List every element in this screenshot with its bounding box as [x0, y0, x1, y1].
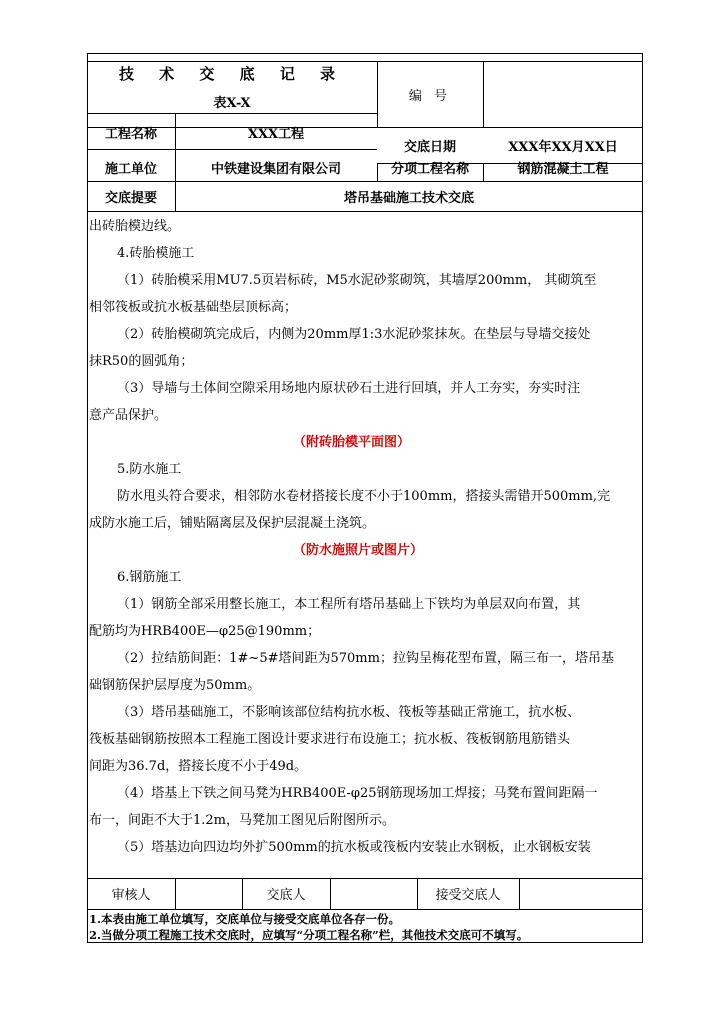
section-heading: 4.砖胎模施工	[117, 246, 195, 261]
number-label: 编 号	[408, 88, 452, 104]
content-line: 间距为36.7d，搭接长度不小于49d。	[89, 759, 308, 774]
project-name-value: XXX工程	[247, 126, 305, 142]
row-line-4	[87, 211, 643, 212]
content-line: （3）导墙与土体间空隙采用场地内原状砂石土进行回填，并人工夯实，夯实时注	[117, 381, 581, 396]
row-line-2a	[87, 149, 377, 150]
content-line: 础钢筋保护层厚度为50mm。	[89, 678, 261, 693]
unit-value: 中铁建设集团有限公司	[210, 161, 341, 177]
col-line-3	[483, 163, 484, 181]
header-divider-2	[483, 61, 484, 127]
summary-value: 塔吊基础施工技术交底	[343, 190, 474, 206]
col-line-2	[377, 163, 378, 181]
disclosure-record-form	[87, 53, 643, 943]
reviewer-label: 审核人	[111, 888, 151, 903]
figure-caption: （附砖胎模平面图）	[293, 435, 411, 450]
note-1: 1.本表由施工单位填写，交底单位与接受交底单位各存一份。	[89, 912, 401, 926]
receiver-label: 接受交底人	[435, 888, 501, 903]
form-title: 技 术 交 底 记 录	[118, 64, 346, 83]
content-line: 意产品保护。	[89, 408, 168, 423]
summary-label: 交底提要	[104, 190, 157, 206]
discloser-label: 交底人	[266, 888, 306, 903]
photo-caption: （防水施照片或图片）	[293, 543, 424, 558]
signature-bottom-line	[87, 909, 643, 910]
header-divider-1	[377, 61, 378, 127]
content-line: 成防水施工后，铺贴隔离层及保护层混凝土浇筑。	[89, 516, 376, 531]
number-value	[483, 61, 643, 127]
note-2: 2.当做分项工程施工技术交底时，应填写“分项工程名称”栏，其他技术交底可不填写。	[89, 928, 529, 942]
sub-project-label: 分项工程名称	[390, 161, 469, 177]
content-line: （5）塔基边向四边均外扩500mm的抗水板或筏板内安装止水钢板，止水钢板安装	[117, 840, 591, 855]
content-line: （2）砖胎模砌筑完成后，内侧为20mm厚1:3水泥砂浆抹灰。在垫层与导墙交接处	[117, 327, 591, 342]
content-line: 配筋均为HRB400E—φ25@190mm；	[89, 624, 321, 639]
content-line: 相邻筏板或抗水板基础垫层顶标高；	[89, 300, 298, 315]
content-line: （3）塔吊基础施工，不影响该部位结构抗水板、筏板等基础正常施工，抗水板、	[117, 705, 581, 720]
reviewer-value[interactable]	[175, 878, 242, 909]
content-line: （2）拉结筋间距：1#~5#塔间距为570mm；拉钩呈梅花型布置，隔三布一，塔吊基	[117, 651, 614, 666]
unit-label: 施工单位	[104, 161, 157, 177]
receiver-value[interactable]	[519, 878, 643, 909]
content-line: 筏板基础钢筋按照本工程施工图设计要求进行布设施工；抗水板、筏板钢筋甩筋错头	[89, 732, 571, 747]
discloser-value[interactable]	[330, 878, 417, 909]
date-label: 交底日期	[403, 139, 456, 155]
content-line: （1）砖胎模采用MU7.5页岩标砖，M5水泥砂浆砌筑，其墙厚200mm， 其砌筑至	[117, 273, 597, 288]
header-top-line	[87, 61, 643, 62]
project-name-label: 工程名称	[104, 126, 157, 142]
content-line: 防水甩头符合要求，相邻防水卷材搭接长度不小于100mm，搭接头需错开500mm,完	[117, 489, 611, 504]
content-line: （4）塔基上下铁之间马凳为HRB400E-φ25钢筋现场加工焊接；马凳布置间距隔一	[117, 786, 598, 801]
content-line: 布一，间距不大于1.2m，马凳加工图见后附图所示。	[89, 813, 396, 828]
col-line-1a	[175, 113, 176, 149]
content-line: 抹R50的圆弧角；	[89, 354, 194, 369]
content-line: 出砖胎模边线。	[89, 219, 181, 234]
date-value: XXX年XX月XX日	[508, 139, 618, 155]
sub-project-value: 钢筋混凝土工程	[517, 161, 609, 177]
content-line: （1）钢筋全部采用整长施工，本工程所有塔吊基础上下铁均为单层双向布置，其	[117, 597, 581, 612]
form-number: 表X-X	[213, 95, 251, 111]
section-heading: 6.钢筋施工	[117, 570, 182, 585]
section-heading: 5.防水施工	[117, 462, 182, 477]
